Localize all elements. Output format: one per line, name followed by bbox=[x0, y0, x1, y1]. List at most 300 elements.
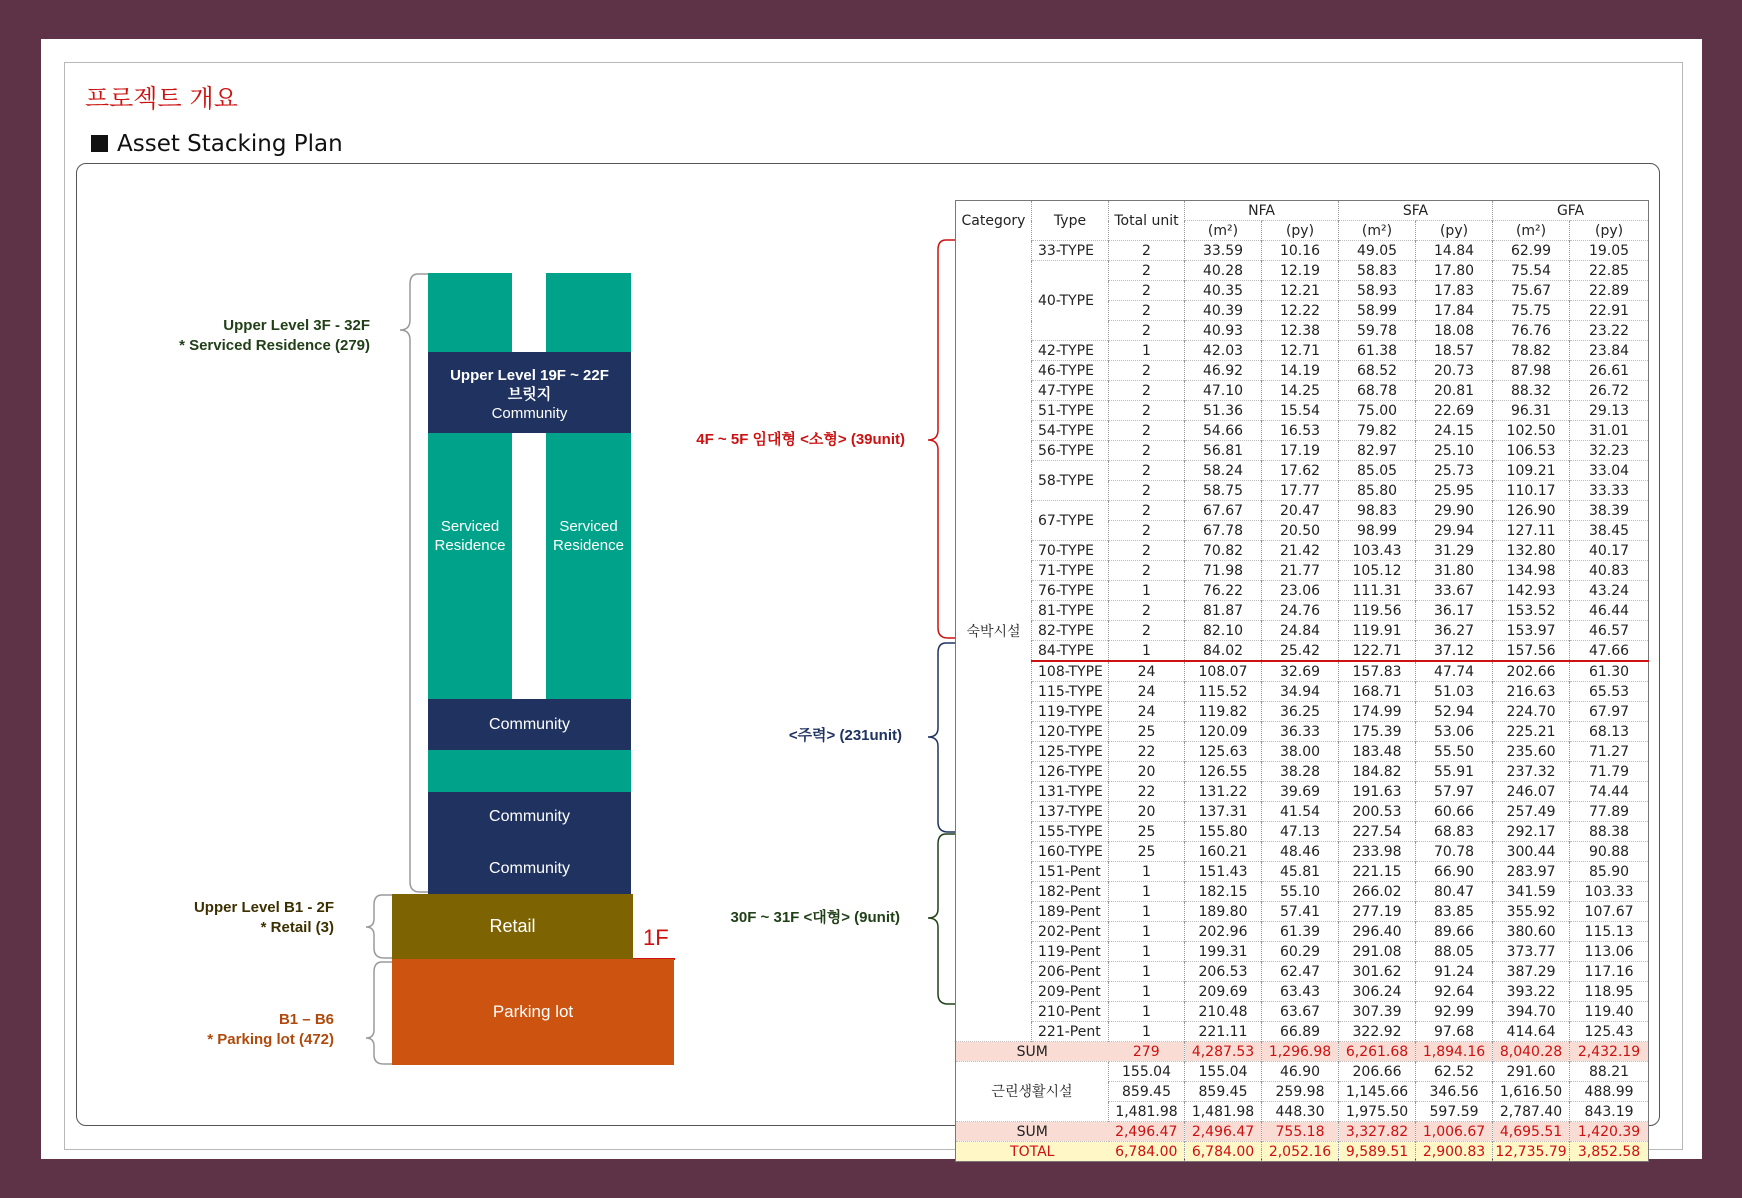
value-cell: 279 bbox=[1109, 1042, 1185, 1062]
value-cell: 119.91 bbox=[1339, 621, 1416, 641]
value-cell: 1,481.98 bbox=[1185, 1102, 1262, 1122]
sum1-label: SUM bbox=[956, 1042, 1109, 1062]
value-cell: 21.42 bbox=[1262, 541, 1339, 561]
value-cell: 2 bbox=[1109, 381, 1185, 401]
total-label: TOTAL bbox=[956, 1142, 1109, 1162]
value-cell: 1,894.16 bbox=[1416, 1042, 1493, 1062]
header-sfa: SFA bbox=[1339, 201, 1493, 221]
value-cell: 32.69 bbox=[1262, 661, 1339, 682]
value-cell: 90.88 bbox=[1570, 842, 1649, 862]
value-cell: 2 bbox=[1109, 601, 1185, 621]
sum2-row bbox=[956, 1122, 1649, 1142]
area-table bbox=[955, 200, 1649, 1162]
section-title-text: Asset Stacking Plan bbox=[117, 131, 343, 157]
value-cell: 292.17 bbox=[1493, 822, 1570, 842]
value-cell: 6,784.00 bbox=[1185, 1142, 1262, 1162]
value-cell: 393.22 bbox=[1493, 982, 1570, 1002]
value-cell: 1 bbox=[1109, 882, 1185, 902]
value-cell: 25 bbox=[1109, 842, 1185, 862]
value-cell: 2 bbox=[1109, 561, 1185, 581]
value-cell: 184.82 bbox=[1339, 762, 1416, 782]
type-cell: 189-Pent bbox=[1032, 902, 1109, 922]
value-cell: 75.75 bbox=[1493, 301, 1570, 321]
value-cell: 189.80 bbox=[1185, 902, 1262, 922]
community-bridge-name: 브릿지 bbox=[507, 385, 552, 403]
type-cell: 70-TYPE bbox=[1032, 541, 1109, 561]
value-cell: 62.52 bbox=[1416, 1062, 1493, 1082]
value-cell: 155.80 bbox=[1185, 822, 1262, 842]
value-cell: 31.80 bbox=[1416, 561, 1493, 581]
brace-small bbox=[928, 240, 956, 638]
table-row bbox=[956, 401, 1649, 421]
value-cell: 14.84 bbox=[1416, 241, 1493, 261]
value-cell: 202.96 bbox=[1185, 922, 1262, 942]
value-cell: 17.84 bbox=[1416, 301, 1493, 321]
value-cell: 62.99 bbox=[1493, 241, 1570, 261]
value-cell: 155.04 bbox=[1185, 1062, 1262, 1082]
type-cell: 221-Pent bbox=[1032, 1022, 1109, 1042]
value-cell: 25.10 bbox=[1416, 441, 1493, 461]
value-cell: 106.53 bbox=[1493, 441, 1570, 461]
value-cell: 157.83 bbox=[1339, 661, 1416, 682]
value-cell: 47.10 bbox=[1185, 381, 1262, 401]
value-cell: 37.12 bbox=[1416, 641, 1493, 662]
value-cell: 20 bbox=[1109, 802, 1185, 822]
value-cell: 96.31 bbox=[1493, 401, 1570, 421]
value-cell: 301.62 bbox=[1339, 962, 1416, 982]
value-cell: 1 bbox=[1109, 581, 1185, 601]
value-cell: 83.85 bbox=[1416, 902, 1493, 922]
sum1-row bbox=[956, 1042, 1649, 1062]
table-row bbox=[956, 581, 1649, 601]
value-cell: 160.21 bbox=[1185, 842, 1262, 862]
type-cell: 120-TYPE bbox=[1032, 722, 1109, 742]
type-cell: 108-TYPE bbox=[1032, 661, 1109, 682]
value-cell: 42.03 bbox=[1185, 341, 1262, 361]
value-cell: 76.76 bbox=[1493, 321, 1570, 341]
value-cell: 259.98 bbox=[1262, 1082, 1339, 1102]
value-cell: 246.07 bbox=[1493, 782, 1570, 802]
type-cell: 84-TYPE bbox=[1032, 641, 1109, 662]
value-cell: 63.43 bbox=[1262, 982, 1339, 1002]
value-cell: 55.50 bbox=[1416, 742, 1493, 762]
value-cell: 38.28 bbox=[1262, 762, 1339, 782]
value-cell: 89.66 bbox=[1416, 922, 1493, 942]
value-cell: 199.31 bbox=[1185, 942, 1262, 962]
value-cell: 322.92 bbox=[1339, 1022, 1416, 1042]
table-row bbox=[956, 862, 1649, 882]
header-nfa-py: (py) bbox=[1262, 221, 1339, 241]
community-label-3: Community bbox=[489, 860, 570, 877]
brace-main bbox=[928, 643, 956, 832]
value-cell: 1 bbox=[1109, 341, 1185, 361]
value-cell: 2 bbox=[1109, 261, 1185, 281]
serviced-right-line1: Serviced bbox=[559, 518, 618, 535]
floor-1f-label: 1F bbox=[643, 925, 669, 950]
value-cell: 48.46 bbox=[1262, 842, 1339, 862]
table-row bbox=[956, 842, 1649, 862]
value-cell: 46.92 bbox=[1185, 361, 1262, 381]
sum2-label: SUM bbox=[956, 1122, 1109, 1142]
value-cell: 34.94 bbox=[1262, 682, 1339, 702]
total-row bbox=[956, 1142, 1649, 1162]
value-cell: 120.09 bbox=[1185, 722, 1262, 742]
value-cell: 1,420.39 bbox=[1570, 1122, 1649, 1142]
table-row bbox=[956, 1002, 1649, 1022]
value-cell: 70.82 bbox=[1185, 541, 1262, 561]
value-cell: 3,852.58 bbox=[1570, 1142, 1649, 1162]
type-cell: 54-TYPE bbox=[1032, 421, 1109, 441]
value-cell: 300.44 bbox=[1493, 842, 1570, 862]
value-cell: 25.73 bbox=[1416, 461, 1493, 481]
value-cell: 132.80 bbox=[1493, 541, 1570, 561]
serviced-right-line2: Residence bbox=[553, 537, 624, 554]
value-cell: 97.68 bbox=[1416, 1022, 1493, 1042]
value-cell: 29.90 bbox=[1416, 501, 1493, 521]
retail-label: Retail bbox=[489, 916, 536, 936]
value-cell: 843.19 bbox=[1570, 1102, 1649, 1122]
table-row bbox=[956, 742, 1649, 762]
value-cell: 98.99 bbox=[1339, 521, 1416, 541]
value-cell: 237.32 bbox=[1493, 762, 1570, 782]
table-row bbox=[956, 341, 1649, 361]
value-cell: 414.64 bbox=[1493, 1022, 1570, 1042]
value-cell: 2,496.47 bbox=[1109, 1122, 1185, 1142]
value-cell: 105.12 bbox=[1339, 561, 1416, 581]
value-cell: 70.78 bbox=[1416, 842, 1493, 862]
value-cell: 2 bbox=[1109, 521, 1185, 541]
table-row bbox=[956, 1062, 1649, 1082]
value-cell: 29.94 bbox=[1416, 521, 1493, 541]
value-cell: 61.39 bbox=[1262, 922, 1339, 942]
value-cell: 38.00 bbox=[1262, 742, 1339, 762]
type-cell: 46-TYPE bbox=[1032, 361, 1109, 381]
type-cell: 210-Pent bbox=[1032, 1002, 1109, 1022]
value-cell: 20.50 bbox=[1262, 521, 1339, 541]
value-cell: 17.83 bbox=[1416, 281, 1493, 301]
value-cell: 81.87 bbox=[1185, 601, 1262, 621]
value-cell: 206.66 bbox=[1339, 1062, 1416, 1082]
value-cell: 55.10 bbox=[1262, 882, 1339, 902]
table-row bbox=[956, 942, 1649, 962]
value-cell: 12.21 bbox=[1262, 281, 1339, 301]
table-row bbox=[956, 982, 1649, 1002]
value-cell: 87.98 bbox=[1493, 361, 1570, 381]
value-cell: 183.48 bbox=[1339, 742, 1416, 762]
type-cell: 160-TYPE bbox=[1032, 842, 1109, 862]
header-nfa: NFA bbox=[1185, 201, 1339, 221]
type-cell: 51-TYPE bbox=[1032, 401, 1109, 421]
value-cell: 175.39 bbox=[1339, 722, 1416, 742]
value-cell: 88.21 bbox=[1570, 1062, 1649, 1082]
value-cell: 25 bbox=[1109, 722, 1185, 742]
value-cell: 60.29 bbox=[1262, 942, 1339, 962]
value-cell: 235.60 bbox=[1493, 742, 1570, 762]
value-cell: 74.44 bbox=[1570, 782, 1649, 802]
value-cell: 41.54 bbox=[1262, 802, 1339, 822]
value-cell: 36.27 bbox=[1416, 621, 1493, 641]
community-label-1: Community bbox=[489, 716, 570, 733]
type-cell: 71-TYPE bbox=[1032, 561, 1109, 581]
header-sfa-m2: (m²) bbox=[1339, 221, 1416, 241]
value-cell: 4,287.53 bbox=[1185, 1042, 1262, 1062]
value-cell: 76.22 bbox=[1185, 581, 1262, 601]
table-row bbox=[956, 621, 1649, 641]
value-cell: 91.24 bbox=[1416, 962, 1493, 982]
value-cell: 22.85 bbox=[1570, 261, 1649, 281]
value-cell: 117.16 bbox=[1570, 962, 1649, 982]
value-cell: 65.53 bbox=[1570, 682, 1649, 702]
value-cell: 216.63 bbox=[1493, 682, 1570, 702]
type-cell: 82-TYPE bbox=[1032, 621, 1109, 641]
value-cell: 2,900.83 bbox=[1416, 1142, 1493, 1162]
value-cell: 1,616.50 bbox=[1493, 1082, 1570, 1102]
value-cell: 126.90 bbox=[1493, 501, 1570, 521]
brace-upper bbox=[400, 274, 428, 892]
value-cell: 46.44 bbox=[1570, 601, 1649, 621]
value-cell: 67.97 bbox=[1570, 702, 1649, 722]
value-cell: 2 bbox=[1109, 421, 1185, 441]
value-cell: 17.19 bbox=[1262, 441, 1339, 461]
value-cell: 12.19 bbox=[1262, 261, 1339, 281]
type-cell: 119-TYPE bbox=[1032, 702, 1109, 722]
value-cell: 2 bbox=[1109, 541, 1185, 561]
value-cell: 1 bbox=[1109, 922, 1185, 942]
value-cell: 51.36 bbox=[1185, 401, 1262, 421]
value-cell: 1 bbox=[1109, 1002, 1185, 1022]
brace-retail bbox=[366, 895, 392, 958]
value-cell: 387.29 bbox=[1493, 962, 1570, 982]
table-row bbox=[956, 922, 1649, 942]
value-cell: 98.83 bbox=[1339, 501, 1416, 521]
table-row bbox=[956, 601, 1649, 621]
value-cell: 46.90 bbox=[1262, 1062, 1339, 1082]
value-cell: 755.18 bbox=[1262, 1122, 1339, 1142]
value-cell: 14.19 bbox=[1262, 361, 1339, 381]
value-cell: 221.11 bbox=[1185, 1022, 1262, 1042]
value-cell: 1 bbox=[1109, 862, 1185, 882]
value-cell: 168.71 bbox=[1339, 682, 1416, 702]
value-cell: 157.56 bbox=[1493, 641, 1570, 662]
table-row bbox=[956, 822, 1649, 842]
value-cell: 49.05 bbox=[1339, 241, 1416, 261]
value-cell: 55.91 bbox=[1416, 762, 1493, 782]
value-cell: 22 bbox=[1109, 782, 1185, 802]
value-cell: 225.21 bbox=[1493, 722, 1570, 742]
value-cell: 57.97 bbox=[1416, 782, 1493, 802]
value-cell: 40.17 bbox=[1570, 541, 1649, 561]
type-cell: 76-TYPE bbox=[1032, 581, 1109, 601]
table-row bbox=[956, 661, 1649, 682]
retail-level-range: Upper Level B1 - 2F bbox=[193, 899, 334, 916]
value-cell: 125.43 bbox=[1570, 1022, 1649, 1042]
value-cell: 113.06 bbox=[1570, 942, 1649, 962]
value-cell: 14.25 bbox=[1262, 381, 1339, 401]
value-cell: 71.98 bbox=[1185, 561, 1262, 581]
value-cell: 119.82 bbox=[1185, 702, 1262, 722]
value-cell: 60.66 bbox=[1416, 802, 1493, 822]
header-gfa-m2: (m²) bbox=[1493, 221, 1570, 241]
value-cell: 1,006.67 bbox=[1416, 1122, 1493, 1142]
value-cell: 394.70 bbox=[1493, 1002, 1570, 1022]
value-cell: 62.47 bbox=[1262, 962, 1339, 982]
value-cell: 277.19 bbox=[1339, 902, 1416, 922]
value-cell: 22.91 bbox=[1570, 301, 1649, 321]
community-bridge-level: Upper Level 19F ~ 22F bbox=[450, 367, 609, 384]
value-cell: 24 bbox=[1109, 702, 1185, 722]
value-cell: 153.97 bbox=[1493, 621, 1570, 641]
table-row bbox=[956, 682, 1649, 702]
value-cell: 2 bbox=[1109, 241, 1185, 261]
area-table-body bbox=[956, 241, 1649, 1162]
value-cell: 58.93 bbox=[1339, 281, 1416, 301]
value-cell: 82.97 bbox=[1339, 441, 1416, 461]
value-cell: 51.03 bbox=[1416, 682, 1493, 702]
value-cell: 61.30 bbox=[1570, 661, 1649, 682]
header-nfa-m2: (m²) bbox=[1185, 221, 1262, 241]
value-cell: 227.54 bbox=[1339, 822, 1416, 842]
value-cell: 2 bbox=[1109, 621, 1185, 641]
value-cell: 233.98 bbox=[1339, 842, 1416, 862]
value-cell: 39.69 bbox=[1262, 782, 1339, 802]
parking-level-range: B1 – B6 bbox=[278, 1011, 334, 1028]
table-row bbox=[956, 561, 1649, 581]
value-cell: 306.24 bbox=[1339, 982, 1416, 1002]
value-cell: 209.69 bbox=[1185, 982, 1262, 1002]
value-cell: 8,040.28 bbox=[1493, 1042, 1570, 1062]
value-cell: 68.52 bbox=[1339, 361, 1416, 381]
value-cell: 119.40 bbox=[1570, 1002, 1649, 1022]
page-title: 프로젝트 개요 bbox=[85, 84, 238, 113]
value-cell: 85.05 bbox=[1339, 461, 1416, 481]
value-cell: 75.54 bbox=[1493, 261, 1570, 281]
value-cell: 346.56 bbox=[1416, 1082, 1493, 1102]
table-row bbox=[956, 962, 1649, 982]
value-cell: 66.90 bbox=[1416, 862, 1493, 882]
value-cell: 110.17 bbox=[1493, 481, 1570, 501]
value-cell: 296.40 bbox=[1339, 922, 1416, 942]
type-cell: 58-TYPE bbox=[1032, 461, 1109, 501]
value-cell: 54.66 bbox=[1185, 421, 1262, 441]
value-cell: 108.07 bbox=[1185, 661, 1262, 682]
value-cell: 88.38 bbox=[1570, 822, 1649, 842]
table-row bbox=[956, 541, 1649, 561]
value-cell: 58.99 bbox=[1339, 301, 1416, 321]
value-cell: 29.13 bbox=[1570, 401, 1649, 421]
value-cell: 85.80 bbox=[1339, 481, 1416, 501]
table-row bbox=[956, 641, 1649, 662]
table-row bbox=[956, 461, 1649, 481]
value-cell: 20.47 bbox=[1262, 501, 1339, 521]
value-cell: 115.52 bbox=[1185, 682, 1262, 702]
value-cell: 2 bbox=[1109, 321, 1185, 341]
value-cell: 9,589.51 bbox=[1339, 1142, 1416, 1162]
value-cell: 24 bbox=[1109, 682, 1185, 702]
value-cell: 355.92 bbox=[1493, 902, 1570, 922]
value-cell: 26.61 bbox=[1570, 361, 1649, 381]
value-cell: 67.67 bbox=[1185, 501, 1262, 521]
type-cell: 209-Pent bbox=[1032, 982, 1109, 1002]
value-cell: 88.05 bbox=[1416, 942, 1493, 962]
value-cell: 2 bbox=[1109, 461, 1185, 481]
value-cell: 46.57 bbox=[1570, 621, 1649, 641]
retail-level-desc: * Retail (3) bbox=[260, 919, 334, 936]
value-cell: 71.27 bbox=[1570, 742, 1649, 762]
value-cell: 59.78 bbox=[1339, 321, 1416, 341]
table-row bbox=[956, 361, 1649, 381]
value-cell: 18.57 bbox=[1416, 341, 1493, 361]
category-accommodation-label: 숙박시설 bbox=[966, 623, 1021, 640]
table-row bbox=[956, 501, 1649, 521]
value-cell: 43.24 bbox=[1570, 581, 1649, 601]
value-cell: 1 bbox=[1109, 962, 1185, 982]
value-cell: 119.56 bbox=[1339, 601, 1416, 621]
value-cell: 341.59 bbox=[1493, 882, 1570, 902]
value-cell: 92.64 bbox=[1416, 982, 1493, 1002]
value-cell: 2 bbox=[1109, 441, 1185, 461]
value-cell: 20.73 bbox=[1416, 361, 1493, 381]
value-cell: 40.35 bbox=[1185, 281, 1262, 301]
value-cell: 61.38 bbox=[1339, 341, 1416, 361]
table-row bbox=[956, 1022, 1649, 1042]
value-cell: 859.45 bbox=[1109, 1082, 1185, 1102]
value-cell: 38.39 bbox=[1570, 501, 1649, 521]
table-row bbox=[956, 902, 1649, 922]
value-cell: 12,735.79 bbox=[1493, 1142, 1570, 1162]
value-cell: 92.99 bbox=[1416, 1002, 1493, 1022]
value-cell: 6,261.68 bbox=[1339, 1042, 1416, 1062]
value-cell: 10.16 bbox=[1262, 241, 1339, 261]
value-cell: 45.81 bbox=[1262, 862, 1339, 882]
value-cell: 125.63 bbox=[1185, 742, 1262, 762]
table-row bbox=[956, 441, 1649, 461]
value-cell: 47.74 bbox=[1416, 661, 1493, 682]
value-cell: 17.80 bbox=[1416, 261, 1493, 281]
value-cell: 32.23 bbox=[1570, 441, 1649, 461]
value-cell: 63.67 bbox=[1262, 1002, 1339, 1022]
value-cell: 26.72 bbox=[1570, 381, 1649, 401]
value-cell: 115.13 bbox=[1570, 922, 1649, 942]
parking-level-desc: * Parking lot (472) bbox=[207, 1031, 334, 1048]
value-cell: 33.67 bbox=[1416, 581, 1493, 601]
upper-level-range: Upper Level 3F - 32F bbox=[223, 317, 370, 334]
value-cell: 134.98 bbox=[1493, 561, 1570, 581]
table-row bbox=[956, 702, 1649, 722]
large-units-label: 30F ~ 31F <대형> (9unit) bbox=[730, 909, 900, 926]
value-cell: 283.97 bbox=[1493, 862, 1570, 882]
value-cell: 40.83 bbox=[1570, 561, 1649, 581]
value-cell: 22.89 bbox=[1570, 281, 1649, 301]
value-cell: 107.67 bbox=[1570, 902, 1649, 922]
value-cell: 126.55 bbox=[1185, 762, 1262, 782]
type-cell: 131-TYPE bbox=[1032, 782, 1109, 802]
value-cell: 79.82 bbox=[1339, 421, 1416, 441]
value-cell: 82.10 bbox=[1185, 621, 1262, 641]
table-row bbox=[956, 882, 1649, 902]
value-cell: 24 bbox=[1109, 661, 1185, 682]
value-cell: 33.33 bbox=[1570, 481, 1649, 501]
type-cell: 151-Pent bbox=[1032, 862, 1109, 882]
serviced-left-line1: Serviced bbox=[440, 518, 500, 535]
table-row bbox=[956, 241, 1649, 261]
table-row bbox=[956, 782, 1649, 802]
value-cell: 12.71 bbox=[1262, 341, 1339, 361]
value-cell: 33.04 bbox=[1570, 461, 1649, 481]
value-cell: 16.53 bbox=[1262, 421, 1339, 441]
value-cell: 24.84 bbox=[1262, 621, 1339, 641]
value-cell: 40.39 bbox=[1185, 301, 1262, 321]
value-cell: 1 bbox=[1109, 641, 1185, 662]
